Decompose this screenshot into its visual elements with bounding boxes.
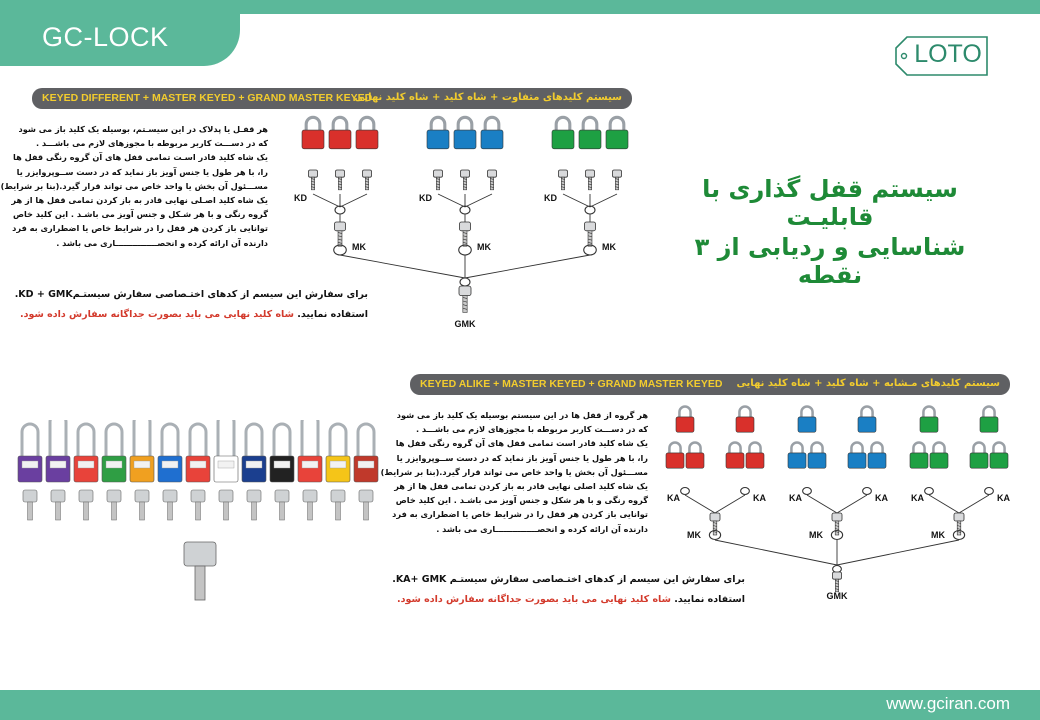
key-blade <box>84 502 89 520</box>
padlock-icon <box>746 442 764 468</box>
key-blade <box>140 502 145 520</box>
lock-body <box>848 453 866 468</box>
lock-body <box>666 453 684 468</box>
lock-body <box>686 453 704 468</box>
key-head <box>954 513 964 521</box>
lock-body <box>302 130 324 149</box>
lock-body <box>186 456 210 482</box>
padlock-icon <box>910 442 928 468</box>
lock-body <box>102 456 126 482</box>
lock-tag <box>134 461 150 468</box>
key-head <box>79 490 93 502</box>
paragraph-line: توانایی باز کردن هر قفل را در شرایط خاص یا اضطراری به فرد <box>392 509 648 520</box>
connector-line <box>715 540 837 565</box>
key-blade <box>112 502 117 520</box>
shackle <box>729 442 740 452</box>
lock-tag <box>162 461 178 468</box>
padlock-icon <box>808 442 826 468</box>
paragraph-line: مســـئول آن بخش یا واحد خاص می تواند قرار گیرد.(بنا بر شرایط) <box>380 466 648 477</box>
shackle <box>246 424 262 460</box>
lock-body <box>454 130 476 149</box>
connector-line <box>563 194 590 207</box>
diagram-label: KA <box>911 493 924 503</box>
lock-tag <box>22 461 38 468</box>
key-head <box>586 170 595 177</box>
shackle <box>801 406 812 416</box>
connector-line <box>313 194 340 207</box>
lock-body <box>427 130 449 149</box>
padlock-icon <box>354 424 378 482</box>
shackle <box>22 424 38 460</box>
key-icon <box>363 170 372 190</box>
key-head <box>51 490 65 502</box>
key-head <box>359 490 373 502</box>
paragraph-line: یک شاه کلید اصلی نهایی قادر به باز کردن تمامی قفل ها از هر <box>394 481 648 492</box>
shackle <box>458 117 472 130</box>
key-ring <box>585 206 595 214</box>
connector-line <box>929 495 959 513</box>
diagram-label: MK <box>809 530 823 540</box>
shackle <box>485 117 499 130</box>
key-ring <box>925 488 934 495</box>
section2-description <box>381 408 648 536</box>
key-ring <box>460 206 470 214</box>
section2-header <box>410 374 1010 395</box>
key-head <box>184 542 216 566</box>
padlock-icon <box>102 424 126 482</box>
shackle <box>306 117 320 130</box>
lock-tag <box>302 461 318 468</box>
key-blade <box>224 502 229 520</box>
paragraph-line: یک شاه کلید قادر اسـت تمامی قفل های آن گروه رنگی قفل ها <box>13 152 268 163</box>
padlock-icon <box>858 406 876 432</box>
diagram-label: KD <box>544 193 557 203</box>
lock-tag <box>190 461 206 468</box>
connector-line <box>590 194 617 207</box>
key-ring <box>863 488 872 495</box>
paragraph-line: یک شاه کلید اصـلی نهایی قادر به باز کردن تمامی قفل ها از هر <box>11 195 268 206</box>
lock-body <box>990 453 1008 468</box>
padlock-icon <box>130 420 154 482</box>
shackle <box>933 442 944 452</box>
shackle <box>358 424 374 460</box>
section1-description <box>1 122 268 250</box>
lock-body <box>920 417 938 432</box>
lock-body <box>552 130 574 149</box>
lock-body <box>329 130 351 149</box>
key-head <box>219 490 233 502</box>
connector-line <box>685 495 715 513</box>
lock-body <box>18 456 42 482</box>
key-icon <box>460 222 471 246</box>
shackle <box>78 424 94 460</box>
lock-body <box>606 130 628 149</box>
paragraph-line: مســـئول آن بخش یا واحد خاص می تواند قرار گیرد.(بنا بر شرایط) <box>0 180 268 191</box>
diagram-label: MK <box>352 242 366 252</box>
padlock-icon <box>214 420 238 482</box>
key-head <box>335 222 346 231</box>
key-ring <box>833 566 842 573</box>
padlock-icon <box>454 117 476 148</box>
connector-line <box>340 194 367 207</box>
lock-body <box>970 453 988 468</box>
key-blade <box>252 502 257 520</box>
shackle <box>973 442 984 452</box>
connector-line <box>465 255 590 278</box>
connector-line <box>438 194 465 207</box>
key-head <box>275 490 289 502</box>
key-head <box>23 490 37 502</box>
padlock-icon <box>270 424 294 482</box>
paragraph-line: را، با هر طول یا جنس آویز باز نماید که در دست ســوپروایزر یا <box>396 452 648 463</box>
connector-line <box>807 495 837 513</box>
key-icon <box>586 170 595 190</box>
key-ring <box>803 488 812 495</box>
lock-body <box>788 453 806 468</box>
key-blade <box>56 502 61 520</box>
lock-body <box>74 456 98 482</box>
connector-line <box>837 540 959 565</box>
key-icon <box>309 170 318 190</box>
diagram-label: KD <box>419 193 432 203</box>
lock-body <box>980 417 998 432</box>
paragraph-line: که در دســـت کاربر مربوطه با مجوزهای لازم می باشـــد . <box>35 138 268 149</box>
key-blade <box>336 502 341 520</box>
padlock-icon <box>980 406 998 432</box>
shackle <box>50 420 66 460</box>
key-blade <box>364 502 369 520</box>
padlock-icon <box>329 117 351 148</box>
paragraph-line: گروه رنگی و با هر شـکل و جنس آویز می باشـد . این کلید خاص <box>12 209 268 220</box>
lock-tag <box>274 461 290 468</box>
shackle <box>556 117 570 130</box>
order-line: استفاده نمایید. شاه کلید نهایی می باید بصورت جداگانه سفارش داده شود. <box>397 594 745 605</box>
paragraph-line: هر قفـل یا پدلاک در این سیسـتم، بوسیله یک کلید باز می شود <box>18 124 268 134</box>
key-head <box>247 490 261 502</box>
section1-title-en: KEYED DIFFERENT + MASTER KEYED + GRAND MASTER KEYED <box>42 92 373 104</box>
lock-body <box>326 456 350 482</box>
paragraph-line: هر گروه از قفل ها در این سیستم بوسیله یک کلید باز می شود <box>396 410 648 420</box>
diagram-label: GMK <box>826 591 848 601</box>
order-warning: شاه کلید نهایی می باید بصورت جداگانه سفارش داده شود. <box>397 594 671 605</box>
key-ring <box>460 278 470 286</box>
padlock-icon <box>74 424 98 482</box>
key-ring <box>335 206 345 214</box>
lock-body <box>736 417 754 432</box>
key-head <box>559 170 568 177</box>
lock-tag <box>78 461 94 468</box>
lock-body <box>158 456 182 482</box>
lock-tag <box>246 461 262 468</box>
connector-line <box>715 495 745 513</box>
paragraph-line: توانایی باز کردن هر قفل را در شرایط خاص یا اضطراری به فرد <box>12 223 268 234</box>
key-blade <box>28 502 33 520</box>
diagram-label: MK <box>477 242 491 252</box>
padlock-icon <box>606 117 628 148</box>
shackle <box>679 406 690 416</box>
key-head <box>461 170 470 177</box>
key-head <box>336 170 345 177</box>
padlock-icon <box>18 424 42 482</box>
shackle <box>583 117 597 130</box>
padlock-icon <box>356 117 378 148</box>
shackle <box>791 442 802 452</box>
key-head <box>363 170 372 177</box>
lock-body <box>481 130 503 149</box>
shackle <box>162 424 178 460</box>
shackle <box>330 424 346 460</box>
section2-title-en: KEYED ALIKE + MASTER KEYED + GRAND MASTER KEYED <box>420 378 723 390</box>
key-head <box>460 222 471 231</box>
key-head <box>459 286 471 296</box>
shackle <box>431 117 445 130</box>
key-head <box>191 490 205 502</box>
padlock-icon <box>686 442 704 468</box>
padlock-icon <box>427 117 449 148</box>
diagram-label: GMK <box>454 319 476 329</box>
shackle <box>134 420 150 460</box>
connector-line <box>465 194 492 207</box>
headline-line1: سیستم قفل گذاری با قابلیـت <box>702 175 958 231</box>
key-head <box>163 490 177 502</box>
padlock-icon <box>970 442 988 468</box>
paragraph-line: دارنده آن ارائه کرده و انحصـــــــــــــــاری می باشد . <box>56 237 268 248</box>
shackle <box>302 420 318 460</box>
padlock-icon <box>552 117 574 148</box>
padlock-icon <box>46 420 70 482</box>
paragraph-line: دارنده آن ارائه کرده و انحصـــــــــــــــاری می باشد . <box>436 523 648 534</box>
padlock-gallery <box>10 420 390 610</box>
key-head <box>488 170 497 177</box>
lock-body <box>214 456 238 482</box>
padlock-icon <box>579 117 601 148</box>
key-head <box>135 490 149 502</box>
shackle <box>274 424 290 460</box>
diagram-label: KD <box>294 193 307 203</box>
paragraph-line: یک شاه کلید قادر است تمامی قفل های آن گروه رنگی قفل ها <box>395 438 648 449</box>
key-blade <box>168 502 173 520</box>
paragraph-line: که در دســـت کاربر مربوطه با مجوزهای لازم می باشـــد . <box>415 424 648 435</box>
shackle <box>689 442 700 452</box>
diagram-label: KA <box>753 493 766 503</box>
loto-label: LOTO <box>914 40 982 68</box>
lock-body <box>910 453 928 468</box>
bottom-band <box>0 690 1040 720</box>
lock-body <box>242 456 266 482</box>
padlock-icon <box>788 442 806 468</box>
connector-line <box>340 255 465 278</box>
padlock-icon <box>798 406 816 432</box>
lock-tag <box>50 461 66 468</box>
paragraph-line: گروه رنگی و با هر شکل و جنس آویز می باشـد . این کلید خاص <box>395 495 648 506</box>
shackle <box>610 117 624 130</box>
padlock-icon <box>868 442 886 468</box>
order-line: برای سفارش این سیسم از کدهای اختـصاصی سفارش سیستـمKD + GMK. <box>14 289 368 300</box>
key-head <box>613 170 622 177</box>
shackle <box>333 117 347 130</box>
shackle <box>106 424 122 460</box>
order-line: استفاده نمایید. شاه کلید نهایی می باید بصورت جداگانه سفارش داده شود. <box>20 309 368 320</box>
lock-body <box>808 453 826 468</box>
key-icon <box>459 286 471 312</box>
lock-body <box>298 456 322 482</box>
section2-title-fa: سیستم کلیدهای مـشابه + شاه کلید + شاه کلید نهایی <box>736 378 1000 389</box>
shackle <box>669 442 680 452</box>
shackle <box>913 442 924 452</box>
lock-tag <box>218 461 234 468</box>
lock-body <box>726 453 744 468</box>
padlock-icon <box>298 420 322 482</box>
padlock-icon <box>242 424 266 482</box>
lock-body <box>579 130 601 149</box>
loto-tag <box>895 36 989 76</box>
shackle <box>923 406 934 416</box>
padlock-icon <box>848 442 866 468</box>
padlock-icon <box>676 406 694 432</box>
padlock-icon <box>920 406 938 432</box>
order-warning: شاه کلید نهایی می باید بصورت جداگانه سفارش داده شود. <box>20 309 294 320</box>
section1-header <box>32 88 632 109</box>
padlock-icon <box>990 442 1008 468</box>
shackle <box>190 424 206 460</box>
brand-logo: GC-LOCK <box>42 22 169 52</box>
key-icon <box>434 170 443 190</box>
section1-title-fa: سیستم کلیدهای متفاوت + شاه کلید + شاه کلید نهایی <box>354 92 622 103</box>
padlock-icon <box>726 442 744 468</box>
key-blade <box>308 502 313 520</box>
key-head <box>832 513 842 521</box>
shackle <box>851 442 862 452</box>
key-blade <box>195 566 205 600</box>
lock-body <box>746 453 764 468</box>
diagram-label: MK <box>602 242 616 252</box>
connector-line <box>837 495 867 513</box>
shackle <box>993 442 1004 452</box>
lock-body <box>46 456 70 482</box>
key-ring <box>681 488 690 495</box>
padlock-icon <box>302 117 324 148</box>
padlock-icon <box>736 406 754 432</box>
key-head <box>585 222 596 231</box>
shackle <box>983 406 994 416</box>
order-line: برای سفارش این سیسم از کدهای اختـصاصی سفارش سیستـم KA+ GMK. <box>392 574 745 585</box>
key-ring <box>741 488 750 495</box>
lock-body <box>356 130 378 149</box>
key-icon <box>559 170 568 190</box>
paragraph-line: را، با هر طول یا جنس آویز باز نماید که در دست ســوپروایزر یا <box>16 166 268 177</box>
diagram-label: KA <box>667 493 680 503</box>
lock-body <box>868 453 886 468</box>
ka-system-diagram <box>665 405 1015 605</box>
diagram-label: KA <box>875 493 888 503</box>
padlock-icon <box>930 442 948 468</box>
key-icon <box>336 170 345 190</box>
key-icon <box>461 170 470 190</box>
key-head <box>331 490 345 502</box>
lock-body <box>858 417 876 432</box>
lock-body <box>930 453 948 468</box>
lock-tag <box>330 461 346 468</box>
shackle <box>811 442 822 452</box>
connector-line <box>959 495 989 513</box>
key-icon <box>585 222 596 246</box>
key-blade <box>280 502 285 520</box>
shackle <box>749 442 760 452</box>
padlock-icon <box>481 117 503 148</box>
lock-body <box>130 456 154 482</box>
diagram-label: MK <box>931 530 945 540</box>
lock-body <box>798 417 816 432</box>
key-head <box>303 490 317 502</box>
padlock-icon <box>158 424 182 482</box>
key-icon <box>335 222 346 246</box>
padlock-icon <box>326 424 350 482</box>
kd-system-diagram <box>290 110 630 340</box>
key-icon <box>613 170 622 190</box>
key-head <box>309 170 318 177</box>
shackle <box>360 117 374 130</box>
padlock-icon <box>666 442 684 468</box>
diagram-label: KA <box>789 493 802 503</box>
shackle <box>218 420 234 460</box>
padlock-icon <box>186 424 210 482</box>
diagram-label: MK <box>687 530 701 540</box>
key-icon <box>488 170 497 190</box>
headline-line2: شناسایی و ردیابی از ۳ نقطه <box>694 233 966 289</box>
lock-tag <box>106 461 122 468</box>
lock-body <box>354 456 378 482</box>
key-blade <box>196 502 201 520</box>
website-link[interactable]: www.gciran.com <box>886 694 1010 713</box>
key-head <box>833 572 842 579</box>
shackle <box>871 442 882 452</box>
diagram-label: KA <box>997 493 1010 503</box>
shackle <box>861 406 872 416</box>
lock-body <box>270 456 294 482</box>
key-head <box>710 513 720 521</box>
lock-body <box>676 417 694 432</box>
key-icon <box>833 572 842 592</box>
key-ring <box>985 488 994 495</box>
lock-tag <box>358 461 374 468</box>
shackle <box>739 406 750 416</box>
key-head <box>107 490 121 502</box>
key-head <box>434 170 443 177</box>
